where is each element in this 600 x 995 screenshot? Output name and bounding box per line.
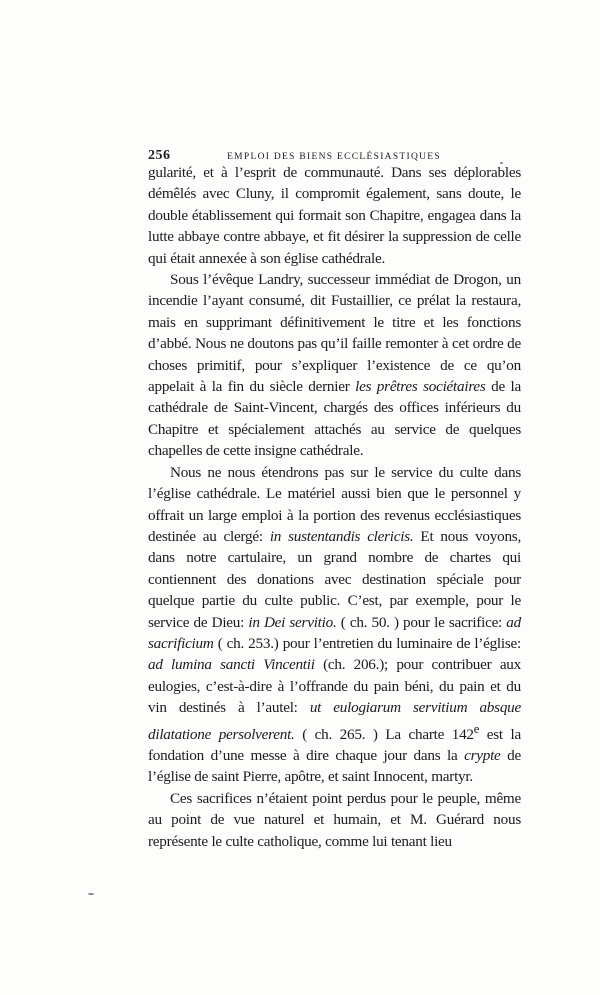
- text-run: Ces sacrifices n’étaient point perdus pour le peuple, même au point de vue naturel et humain, et M. Guérard nous représente le culte catholique, comme lui tenant lieu: [148, 789, 521, 850]
- italic-run: les prêtres sociétaires: [355, 378, 486, 396]
- scan-speck: [88, 893, 94, 895]
- running-head: EMPLOI DES BIENS ECCLÉSIASTIQUES: [227, 152, 441, 162]
- text-run: Et nous voyons, dans notre cartulaire, un grand nombre de chartes qui contiennent des donations avec destination spéciale pour quelque partie du culte public. C’est, par exemple, pour le service de Dieu:: [148, 527, 521, 631]
- text-run: ( ch. 50. ) pour le sacrifice:: [336, 613, 507, 631]
- scan-speck: [500, 162, 503, 164]
- italic-run: ut eulogiarum servitium absque dilatatione persolverent.: [148, 699, 521, 743]
- text-run: ( ch. 265. ) La charte 142: [294, 725, 474, 743]
- text-run: Sous l’évêque Landry, successeur immédiat de Drogon, un incendie l’ayant consumé, dit Fustaillier, ce prélat la restaura, mais en supprimant définitivement le titre et les fonctions d’abbé. Nous ne doutons pas qu’il faille remonter à cet ordre de choses primitif, pour s’expliquer l’existence de ce qu’on appelait à la fin du siècle dernier: [148, 271, 521, 396]
- text-run: ( ch. 253.) pour l’entretien du luminaire de l’église:: [213, 634, 521, 652]
- page-number: 256: [148, 148, 171, 163]
- text-run: de la cathédrale de Saint-Vincent, chargés des offices inférieurs du Chapitre et spécialement attachés au service de quelques chapelles de cette insigne cathédrale.: [148, 378, 522, 460]
- italic-run: crypte: [464, 747, 501, 765]
- paragraph-2: [148, 269, 521, 462]
- text-run: de l’église de saint Pierre, apôtre, et saint Innocent, martyr.: [148, 747, 521, 786]
- paragraph-1: [148, 162, 521, 269]
- text-run: (ch. 206.); pour contribuer aux eulogies, c’est-à-dire à l’offrande du pain béni, du pain et du vin destinés à l’autel:: [148, 656, 521, 717]
- italic-run: ad lumina sancti Vincentii: [148, 656, 315, 674]
- italic-run: in sustentandis clericis.: [269, 527, 414, 545]
- body-text: [148, 162, 521, 852]
- text-run: Nous ne nous étendrons pas sur le service du culte dans l’église cathédrale. Le matériel aussi bien que le personnel y offrait un large emploi à la portion des revenus ecclésiastiques destinée au clergé:: [148, 463, 521, 545]
- superscript: e: [473, 721, 480, 736]
- text-run: est la fondation d’une messe à dire chaque jour dans la: [148, 725, 521, 765]
- italic-run: ad sacrificium: [148, 613, 521, 652]
- paragraph-3: [148, 462, 521, 788]
- text-run: gularité, et à l’esprit de communauté. Dans ses déplorables démêlés avec Cluny, il compromit également, sans doute, le double établissement qui formait son Chapitre, engagea dans la lutte abbaye contre abbaye, et fit désirer la suppression de celle qui était annexée à son église cathédrale.: [148, 164, 521, 267]
- italic-run: in Dei servitio.: [248, 613, 337, 631]
- paragraph-4: [148, 788, 521, 852]
